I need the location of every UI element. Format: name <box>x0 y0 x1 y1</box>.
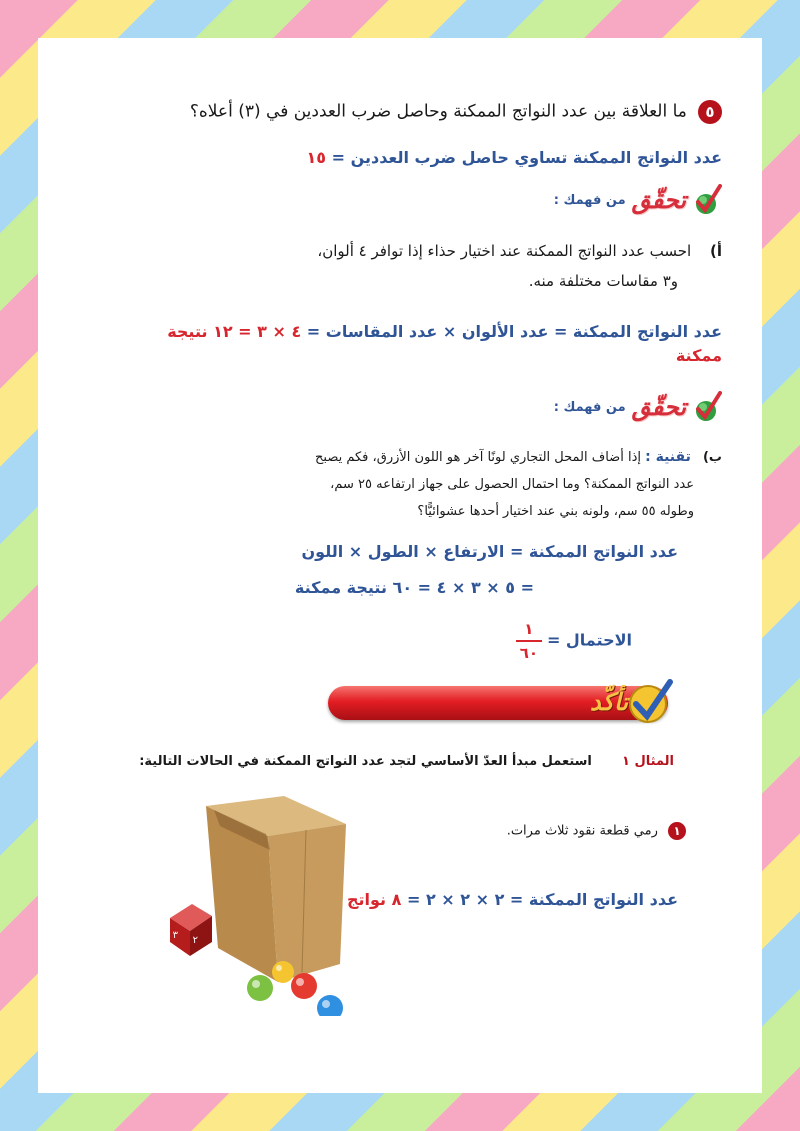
question-number-badge: ٥ <box>698 100 722 124</box>
probability <box>516 620 632 662</box>
part-b-line-3: وطوله ٥٥ سم، ولونه بني عند اختيار أحدها عشوائيًّا؟ <box>417 504 694 519</box>
marble-yellow <box>272 961 294 983</box>
probability-fraction <box>516 620 542 662</box>
die-face-2: ٢ <box>192 935 198 946</box>
question-1-answer-red: ٨ نواتج <box>347 890 402 909</box>
check-understanding-2 <box>554 391 722 423</box>
part-b-line-2: عدد النواتج الممكنة؟ وما احتمال الحصول على جهاز ارتفاعه ٢٥ سم، <box>330 477 694 492</box>
banner-word: تأكّد <box>589 688 628 716</box>
part-b-label: ب) <box>702 450 722 465</box>
die-face-1: ٣ <box>172 930 178 941</box>
question-1-text: رمي قطعة نقود ثلاث مرات. <box>506 823 658 839</box>
part-b <box>315 444 722 525</box>
check-subtitle: من فهمك : <box>553 192 626 208</box>
check-subtitle: من فهمك : <box>553 399 626 415</box>
bag-dice-marbles-illustration <box>156 786 376 1016</box>
marble-green <box>247 975 273 1001</box>
part-b-line-1: إذا أضاف المحل التجاري لونًا آخر هو اللون الأزرق، فكم يصبح <box>315 450 641 465</box>
part-b-answer-1: عدد النواتج الممكنة = الارتفاع × الطول × اللون <box>301 542 678 561</box>
fraction-denominator: ٦٠ <box>519 644 538 662</box>
fraction-numerator: ١ <box>524 620 534 638</box>
part-a-answer-blue: عدد النواتج الممكنة = عدد الألوان × عدد المقاسات = <box>306 322 722 341</box>
checkmark-icon <box>692 184 722 216</box>
answer-value: ١٥ <box>306 148 327 167</box>
marble-blue <box>317 995 343 1016</box>
page-sheet <box>38 38 762 1093</box>
part-a <box>317 236 722 296</box>
probability-label: الاحتمال = <box>546 630 632 650</box>
part-b-title: تقنية : <box>645 449 691 465</box>
check-understanding-1 <box>554 184 722 216</box>
answer-text: عدد النواتج الممكنة تساوي حاصل ضرب العددين = <box>331 148 722 167</box>
check-word: تحقّق <box>631 393 686 421</box>
question-5-text: ما العلاقة بين عدد النواتج الممكنة وحاصل ضرب العددين في (٣) أعلاه؟ <box>189 101 687 122</box>
question-1-answer-blue: عدد النواتج الممكنة = ٢ × ٢ × ٢ = <box>406 890 678 909</box>
banner-checkmark-icon <box>626 678 674 726</box>
part-a-answer-continued: ممكنة <box>675 346 722 365</box>
check-word: تحقّق <box>631 186 686 214</box>
example-label: المثال ١ <box>622 754 674 769</box>
example-instruction <box>139 754 674 769</box>
part-a-line-2: و٣ مقاسات مختلفة منه. <box>528 272 678 290</box>
part-a-label: أ) <box>710 242 722 260</box>
marble-red <box>291 973 317 999</box>
part-a-line-1: احسب عدد النواتج الممكنة عند اختيار حذاء إذا توافر ٤ ألوان، <box>317 242 692 260</box>
question-5-answer <box>306 148 722 167</box>
example-text: استعمل مبدأ العدّ الأساسي لتجد عدد النواتج الممكنة في الحالات التالية: <box>139 754 592 769</box>
question-5 <box>190 100 722 124</box>
question-1-answer <box>347 890 678 909</box>
fraction-bar <box>516 640 542 642</box>
confirm-banner <box>328 686 668 720</box>
part-a-answer-red: ٤ × ٣ = ١٢ نتيجة <box>167 322 302 341</box>
part-b-answer-2: = ٥ × ٣ × ٤ = ٦٠ نتيجة ممكنة <box>294 578 534 597</box>
question-1 <box>507 822 686 840</box>
part-a-answer <box>167 322 722 341</box>
question-number-badge: ١ <box>668 822 686 840</box>
checkmark-icon <box>692 391 722 423</box>
